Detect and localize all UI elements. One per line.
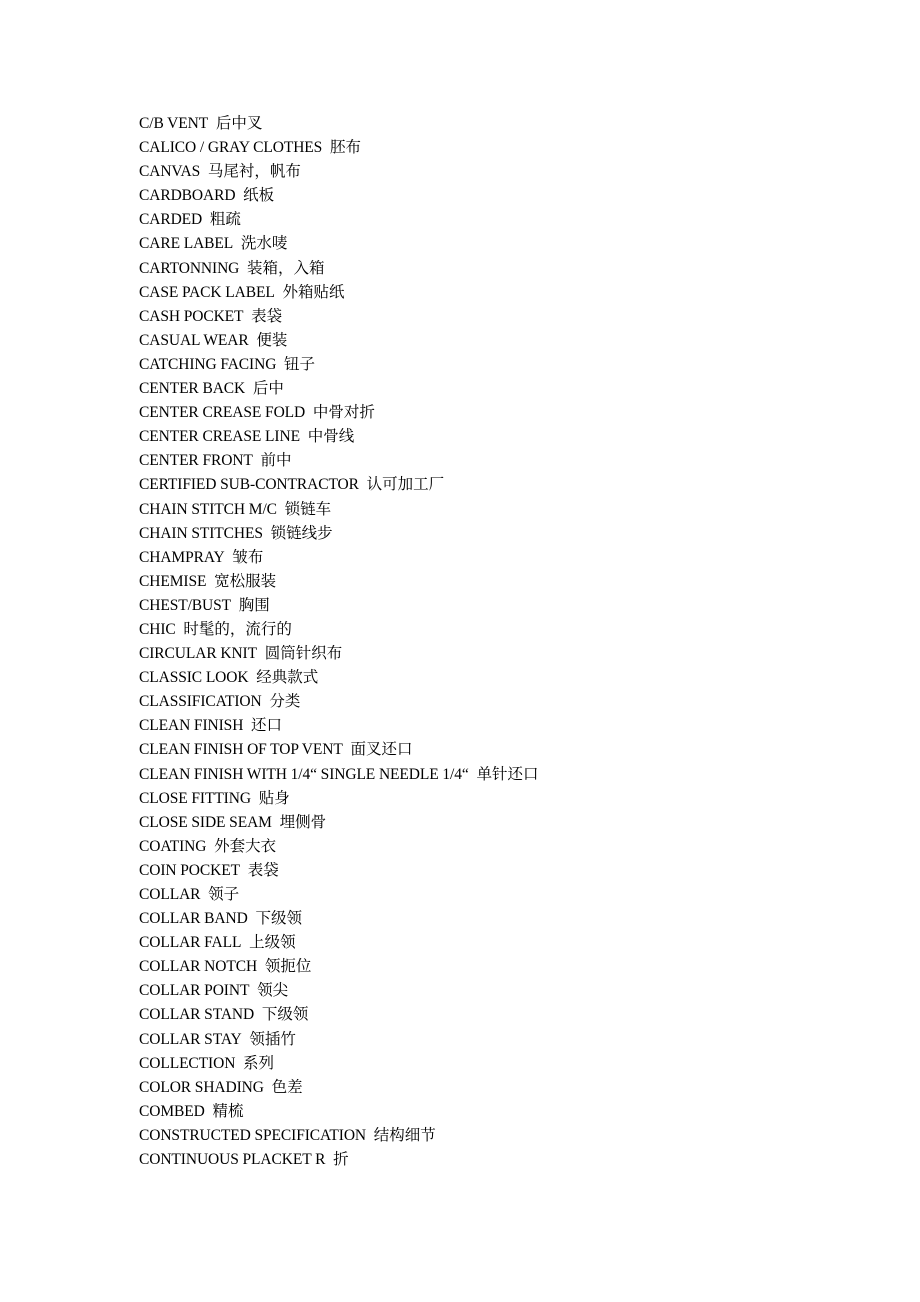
entry-translation: 圆筒针织布	[264, 645, 343, 663]
entry-term: CHEST/BUST	[139, 596, 232, 614]
glossary-entry	[139, 329, 839, 353]
glossary-entry	[139, 546, 839, 570]
entry-translation: 还口	[251, 717, 283, 735]
entry-term: COLLAR	[139, 886, 201, 903]
glossary-entry	[139, 570, 839, 594]
entry-translation: 装箱，入箱	[247, 259, 325, 277]
entry-term: CASH POCKET	[139, 307, 244, 325]
glossary-entry	[139, 787, 839, 811]
entry-translation: 粗疏	[209, 211, 241, 229]
entry-translation: 后中	[252, 380, 284, 398]
glossary-entry	[139, 112, 839, 136]
glossary-entry	[139, 835, 839, 859]
entry-translation: 后中叉	[215, 115, 263, 132]
entry-term: COLLAR FALL	[139, 934, 242, 952]
glossary-entry	[139, 208, 839, 232]
entry-translation: 胚布	[329, 139, 361, 157]
entry-translation: 中骨线	[307, 428, 355, 446]
entry-translation: 便装	[256, 331, 288, 349]
entry-term: CENTER CREASE FOLD	[139, 404, 306, 422]
entry-term: CARTONNING	[139, 259, 240, 277]
glossary-entry	[139, 955, 839, 979]
entry-translation: 结构细节	[373, 1126, 436, 1144]
glossary-entry	[139, 1052, 839, 1076]
glossary-entry	[139, 1124, 839, 1148]
entry-term: COIN POCKET	[139, 861, 240, 879]
entry-term: COLLAR STAND	[139, 1006, 255, 1024]
entry-term: COLOR SHADING	[139, 1078, 264, 1096]
entry-translation: 精梳	[212, 1102, 244, 1120]
entry-translation: 领扼位	[264, 958, 312, 976]
entry-term: COATING	[139, 837, 207, 855]
entry-translation: 系列	[243, 1054, 275, 1072]
glossary-entry	[139, 859, 839, 883]
entry-translation: 钮子	[284, 355, 316, 373]
entry-term: COLLECTION	[139, 1054, 236, 1072]
glossary-entry	[139, 979, 839, 1003]
entry-translation: 下级领	[261, 1006, 309, 1024]
entry-term: CATCHING FACING	[139, 355, 277, 373]
glossary-entry	[139, 401, 839, 425]
entry-translation: 锁链线步	[270, 524, 333, 542]
glossary-entry	[139, 377, 839, 401]
glossary-list	[139, 112, 839, 1172]
glossary-entry	[139, 522, 839, 546]
entry-translation: 锁链车	[284, 500, 332, 518]
entry-translation: 中骨对折	[312, 404, 375, 422]
entry-translation: 上级领	[249, 934, 296, 952]
entry-term: CHAIN STITCH M/C	[139, 500, 277, 518]
entry-term: CHIC	[139, 620, 176, 638]
glossary-entry	[139, 811, 839, 835]
entry-translation: 胸围	[238, 596, 270, 614]
glossary-entry	[139, 666, 839, 690]
glossary-entry	[139, 257, 839, 281]
entry-translation: 领尖	[257, 982, 289, 1000]
entry-term: CLEAN FINISH OF TOP VENT	[139, 741, 343, 759]
glossary-entry	[139, 232, 839, 256]
entry-translation: 下级领	[255, 910, 302, 928]
entry-translation: 领子	[208, 886, 240, 903]
entry-translation: 表袋	[247, 861, 279, 879]
entry-translation: 外套大衣	[214, 837, 277, 855]
entry-translation: 洗水唛	[240, 235, 288, 253]
glossary-entry	[139, 738, 839, 762]
entry-term: CHAIN STITCHES	[139, 524, 263, 542]
entry-translation: 外箱贴纸	[282, 283, 345, 301]
glossary-entry	[139, 353, 839, 377]
glossary-entry	[139, 281, 839, 305]
entry-term: CALICO / GRAY CLOTHES	[139, 139, 323, 157]
glossary-entry	[139, 763, 839, 787]
glossary-entry	[139, 931, 839, 955]
entry-term: CONTINUOUS PLACKET R	[139, 1151, 326, 1169]
entry-translation: 认可加工厂	[366, 476, 445, 494]
entry-translation: 折	[333, 1151, 349, 1169]
entry-term: CLOSE FITTING	[139, 789, 251, 807]
entry-term: CIRCULAR KNIT	[139, 645, 257, 663]
entry-translation: 表袋	[251, 307, 283, 325]
glossary-entry	[139, 618, 839, 642]
entry-term: CHAMPRAY	[139, 548, 225, 566]
glossary-entry	[139, 594, 839, 618]
entry-term: CLOSE SIDE SEAM	[139, 813, 272, 831]
entry-term: COLLAR POINT	[139, 982, 250, 1000]
glossary-entry	[139, 473, 839, 497]
glossary-entry	[139, 1028, 839, 1052]
glossary-entry	[139, 642, 839, 666]
entry-term: CENTER BACK	[139, 380, 246, 398]
glossary-entry	[139, 184, 839, 208]
entry-term: C/B VENT	[139, 115, 209, 132]
glossary-entry	[139, 1076, 839, 1100]
entry-term: CARE LABEL	[139, 235, 234, 253]
glossary-entry	[139, 425, 839, 449]
entry-term: CERTIFIED SUB-CONTRACTOR	[139, 476, 359, 494]
entry-term: CENTER CREASE LINE	[139, 428, 300, 446]
entry-term: CLEAN FINISH WITH 1/4“ SINGLE NEEDLE 1/4“	[139, 765, 469, 783]
entry-term: CLASSIFICATION	[139, 693, 262, 711]
entry-term: CENTER FRONT	[139, 452, 253, 470]
entry-translation: 面叉还口	[350, 741, 413, 759]
entry-term: CARDED	[139, 211, 203, 229]
glossary-entry	[139, 136, 839, 160]
glossary-entry	[139, 1003, 839, 1027]
entry-term: CHEMISE	[139, 572, 207, 590]
entry-term: CASUAL WEAR	[139, 331, 249, 349]
entry-term: COMBED	[139, 1102, 205, 1120]
entry-translation: 皱布	[232, 548, 264, 566]
entry-translation: 分类	[269, 693, 301, 711]
entry-term: COLLAR NOTCH	[139, 958, 258, 976]
entry-term: COLLAR STAY	[139, 1030, 242, 1048]
entry-term: CLEAN FINISH	[139, 717, 244, 735]
glossary-entry	[139, 160, 839, 184]
entry-term: CASE PACK LABEL	[139, 283, 275, 301]
glossary-entry	[139, 498, 839, 522]
glossary-entry	[139, 883, 839, 907]
entry-translation: 埋侧骨	[279, 813, 327, 831]
entry-term: COLLAR BAND	[139, 910, 248, 928]
entry-translation: 贴身	[258, 789, 290, 807]
entry-translation: 领插竹	[249, 1030, 296, 1048]
entry-term: CLASSIC LOOK	[139, 669, 249, 687]
entry-translation: 单针还口	[476, 765, 539, 783]
entry-translation: 纸板	[243, 187, 275, 205]
entry-term: CANVAS	[139, 163, 201, 181]
entry-translation: 宽松服装	[214, 572, 277, 590]
glossary-entry	[139, 690, 839, 714]
entry-term: CARDBOARD	[139, 187, 236, 205]
glossary-entry	[139, 1100, 839, 1124]
entry-translation: 前中	[260, 452, 292, 470]
glossary-entry	[139, 907, 839, 931]
glossary-entry	[139, 714, 839, 738]
entry-term: CONSTRUCTED SPECIFICATION	[139, 1126, 367, 1144]
glossary-entry	[139, 449, 839, 473]
entry-translation: 色差	[271, 1078, 303, 1096]
entry-translation: 马尾衬，帆布	[207, 163, 301, 181]
glossary-entry	[139, 305, 839, 329]
glossary-entry	[139, 1148, 839, 1172]
entry-translation: 经典款式	[256, 669, 319, 687]
entry-translation: 时髦的，流行的	[183, 620, 292, 638]
